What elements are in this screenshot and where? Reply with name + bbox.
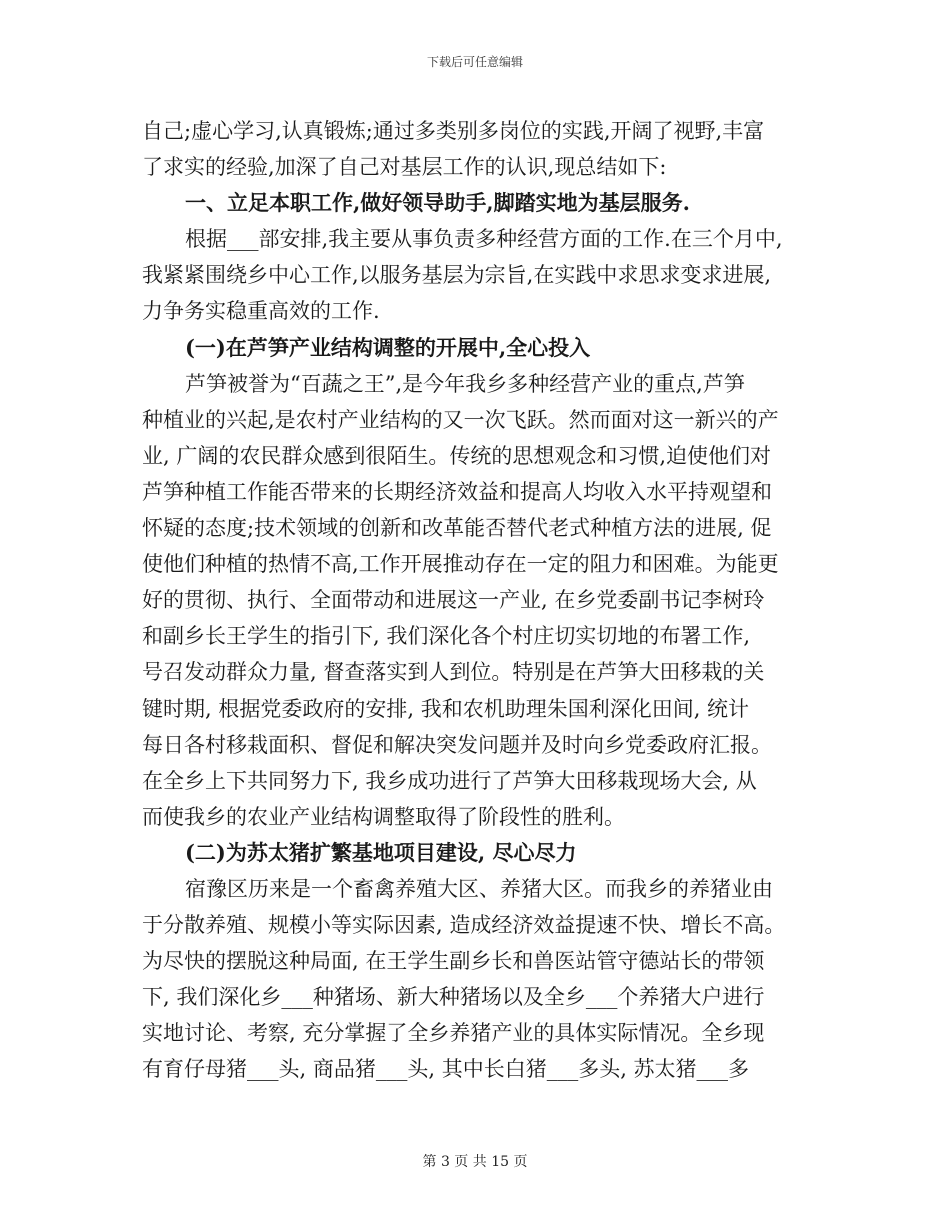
- document-body: [142, 113, 808, 1088]
- text-line: 我紧紧围绕乡中心工作,以服务基层为宗旨,在实践中求思求变求进展,: [142, 263, 772, 288]
- text-line: 下, 我们深化乡___种猪场、新大种猪场以及全乡___个养猪大户进行: [142, 985, 765, 1010]
- text-line: 有育仔母猪___头, 商品猪___头, 其中长白猪___多头, 苏太猪___多: [142, 1057, 750, 1082]
- text-line: 在全乡上下共同努力下, 我乡成功进行了芦笋大田移栽现场大会, 从: [142, 768, 757, 793]
- subsection-heading: (二)为苏太猪扩繁基地项目建设, 尽心尽力: [185, 839, 577, 865]
- text-line: 好的贯彻、执行、全面带动和进展这一产业, 在乡党委副书记李树玲: [142, 588, 765, 613]
- text-line: 种植业的兴起,是农村产业结构的又一次飞跃。然而面对这一新兴的产: [142, 407, 779, 432]
- text-line: 实地讨论、考察, 充分掌握了全乡养猪产业的具体实际情况。全乡现: [142, 1021, 765, 1046]
- text-line: 芦笋种植工作能否带来的长期经济效益和提高人均收入水平持观望和: [142, 479, 772, 504]
- text-line: 业, 广阔的农民群众感到很陌生。传统的思想观念和习惯,迫使他们对: [142, 443, 772, 468]
- text-line: 根据___部安排,我主要从事负责多种经营方面的工作.在三个月中,: [185, 227, 783, 252]
- text-line: 自己;虚心学习,认真锻炼;通过多类别多岗位的实践,开阔了视野,丰富: [142, 119, 765, 143]
- text-line: 于分散养殖、规模小等实际因素, 造成经济效益提速不快、增长不高。: [142, 913, 786, 938]
- text-line: 宿豫区历来是一个畜禽养殖大区、养猪大区。而我乡的养猪业由: [185, 876, 773, 901]
- text-line: 使他们种植的热情不高,工作开展推动存在一定的阻力和困难。为能更: [142, 552, 779, 577]
- text-line: 为尽快的摆脱这种局面, 在王学生副乡长和兽医站管守德站长的带领: [142, 949, 765, 974]
- page-footer: 第 3 页 共 15 页: [422, 1154, 528, 1170]
- text-line: 和副乡长王学生的指引下, 我们深化各个村庄切实切地的布署工作,: [142, 624, 751, 649]
- text-line: 号召发动群众力量, 督查落实到人到位。特别是在芦笋大田移栽的关: [142, 660, 765, 685]
- text-line: 而使我乡的农业产业结构调整取得了阶段性的胜利。: [142, 804, 625, 829]
- text-line: 每日各村移栽面积、督促和解决突发问题并及时向乡党委政府汇报。: [142, 732, 772, 757]
- text-line: 芦笋被誉为“百蔬之王”,是今年我乡多种经营产业的重点,芦笋: [185, 371, 745, 396]
- section-heading: 一、立足本职工作,做好领导助手,脚踏实地为基层服务.: [185, 190, 690, 216]
- text-line: 键时期, 根据党委政府的安排, 我和农机助理朱国利深化田间, 统计: [142, 696, 750, 721]
- subsection-heading: (一)在芦笋产业结构调整的开展中,全心投入: [185, 334, 591, 360]
- text-line: 力争务实稳重高效的工作.: [142, 299, 380, 324]
- text-line: 怀疑的态度;技术领域的创新和改革能否替代老式种植方法的进展, 促: [142, 516, 772, 541]
- page-header: 下载后可任意编辑: [426, 55, 523, 69]
- text-line: 了求实的经验,加深了自己对基层工作的认识,现总结如下:: [142, 155, 667, 180]
